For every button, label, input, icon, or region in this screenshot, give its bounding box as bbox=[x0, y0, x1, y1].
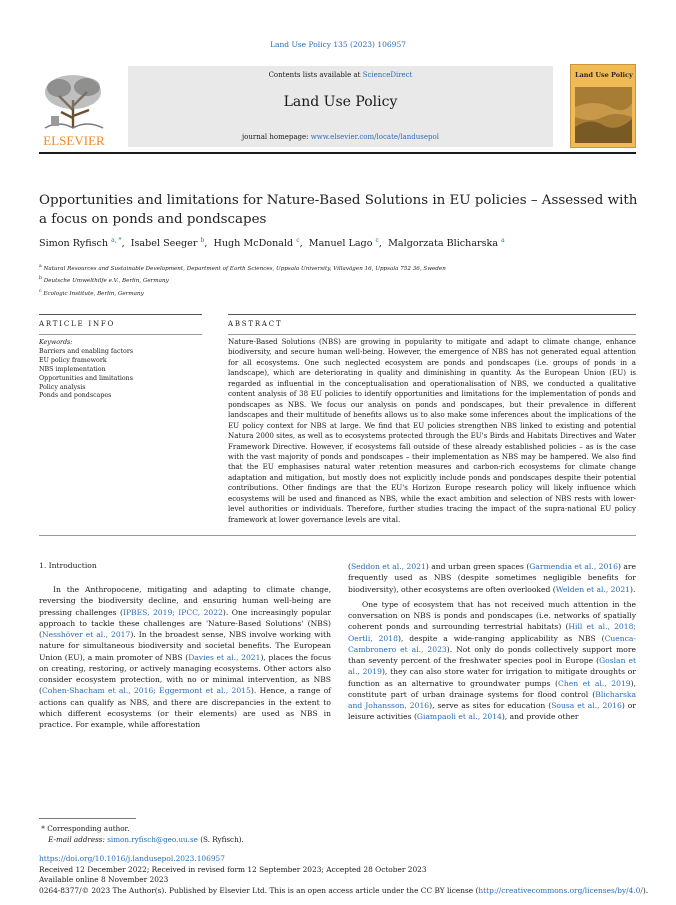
affiliation-text: Natural Resources and Sustainable Development, Department of Earth Sciences, Uppsala University, Villavägen 16, Uppsala 752 36, Sweden bbox=[43, 265, 446, 272]
body-text: ), constitute part of urban drainage systems for flood control ( bbox=[348, 678, 637, 699]
article-title: Opportunities and limitations for Nature-Based Solutions in EU policies – Assessed with a focus on ponds and pondscapes bbox=[39, 193, 638, 227]
author-list: Simon Ryfisch $^{a, *}$, Isabel Seeger $^b$, Hugh McDonald $^c$, Manuel Lago $^c$, Malgorzata Blicharska $^a$ bbox=[39, 237, 505, 250]
body-column-right bbox=[348, 561, 636, 723]
affiliation-marker: c bbox=[39, 288, 42, 294]
affiliation-item bbox=[39, 287, 446, 299]
affiliation-text: Ecologic Institute, Berlin, Germany bbox=[43, 290, 144, 297]
license-text: ). bbox=[642, 885, 649, 895]
author-affiliation-marker[interactable]: c bbox=[375, 237, 379, 244]
cover-image bbox=[575, 87, 632, 143]
homepage-link[interactable]: www.elsevier.com/locate/landusepol bbox=[310, 133, 439, 141]
footnote-rule bbox=[39, 818, 136, 819]
body-paragraph bbox=[348, 599, 636, 723]
keyword-item: Policy analysis bbox=[39, 383, 86, 391]
citation-link[interactable]: Blicharska and Johansson, 2016 bbox=[348, 689, 636, 710]
affiliation-item bbox=[39, 262, 446, 274]
citation-link[interactable]: Davies et al., 2021 bbox=[188, 652, 261, 662]
affiliation-item bbox=[39, 274, 446, 286]
keywords-label: Keywords: bbox=[39, 339, 73, 346]
abstract-heading: ABSTRACT bbox=[228, 320, 283, 328]
affiliation-marker: a bbox=[39, 264, 42, 269]
author-name[interactable]: Hugh McDonald bbox=[213, 238, 294, 250]
body-paragraph: (Seddon et al., 2021) and urban green spaces (Garmendia et al., 2016) are frequently used as NBS (despite sometimes negligible benefits for biodiversity), other ecosystems are often overlooked (Welden et al., 2021). bbox=[348, 562, 637, 594]
footnote-marker: * bbox=[41, 824, 45, 833]
author-name[interactable]: Malgorzata Blicharska bbox=[388, 238, 499, 250]
body-text: ), places the focus on creating, restoring, or actively managing ecosystems. Other actors also consider ecosystem protection, with no or minimal intervention, as NBS ( bbox=[39, 652, 331, 696]
abstract-bottom-rule bbox=[39, 535, 636, 536]
citation-link[interactable]: Seddon et al., 2021 bbox=[350, 562, 426, 571]
journal-cover[interactable] bbox=[570, 64, 636, 148]
author-affiliation-marker[interactable]: a bbox=[501, 237, 505, 244]
cover-title: Land Use Policy bbox=[575, 71, 633, 79]
article-info-rule bbox=[39, 314, 202, 315]
keyword-item: Opportunities and limitations bbox=[39, 374, 133, 382]
citation-link[interactable]: Sousa et al., 2016 bbox=[551, 701, 622, 710]
contents-prefix: Contents lists available at bbox=[268, 71, 363, 79]
author-affiliation-marker[interactable]: b bbox=[200, 237, 205, 244]
publisher-name: ELSEVIER bbox=[43, 133, 105, 148]
citation-link[interactable]: Cohen-Shacham et al., 2016; Eggermont et al., 2015 bbox=[41, 686, 251, 696]
citation-link[interactable]: Welden et al., 2021 bbox=[555, 584, 630, 594]
abstract-body: Nature-Based Solutions (NBS) are growing in popularity to mitigate and adapt to climate change, enhance biodiversity, and secure human well-being. However, the emergence of NBS has not generated equal attention for all ecosystems. One such neglected ecosystem are ponds and pondscapes (i.e. groups of ponds in a landscape), which are deteriorating in quality and diminishing in quantity. As the European Union (EU) is regarded as influential in the conceptualisation and operationalisation of NBS, we conducted a qualitative content analysis of 38 EU policies to identify opportunities and limitations for the implementation of ponds and pondscapes as NBS. We focus our analysis on ponds and pondscapes, but their prevalence in different landscapes and their multitude of benefits allows us to also make some inferences about the implications of the EU policy context for NBS at large. We find that EU policies strengthen NBS linked to existing and potential Natura 2000 sites, as well as to ecosystems protected through the EU's Birds and Habitats Directives and Water Framework Directive. However, if ecosystems fall outside of these already established policies – as is the case with the vast majority of ponds and pondscapes – their implementation as NBS may be hampered. We also find that the EU emphasises natural water retention measures and carbon-rich ecosystems for climate change adaptation and mitigation, but mostly does not explicitly include ponds and pondscapes despite their potential contributions. Other findings are that the EU's Horizon Europe research policy will likely influence which ecosystems will be used and financed as NBS, while the exact ambition and selection of NBS rests with lower-level authorities or individuals. Therefore, further studies tracing the impact of the supra-national EU policy framework at lower governance levels are vital. bbox=[228, 337, 636, 524]
license-line bbox=[39, 886, 649, 897]
body-text: ). In the broadest sense, NBS involve working with nature for simultaneous biodiversity and societal benefits. The European Union (EU), a main promoter of NBS ( bbox=[39, 630, 331, 662]
journal-reference[interactable]: Land Use Policy 135 (2023) 106957 bbox=[270, 40, 406, 49]
author-name[interactable]: Simon Ryfisch bbox=[39, 238, 109, 250]
body-text: ) or leisure activities ( bbox=[348, 701, 636, 722]
abstract-rule-lower bbox=[228, 334, 636, 335]
citation-link[interactable]: Cuenca-Cambronero et al., 2023 bbox=[348, 633, 636, 654]
article-info-rule-lower bbox=[39, 334, 202, 335]
citation-link[interactable]: Hill et al., 2018; Oertli, 2018 bbox=[348, 622, 636, 643]
article-info-heading: ARTICLE INFO bbox=[39, 320, 116, 328]
body-text: ), serve as sites for education ( bbox=[429, 701, 552, 710]
body-text: ). Not only do ponds collectively support more than seventy percent of the freshwater species pool in Europe ( bbox=[348, 644, 636, 665]
affiliation-marker: b bbox=[39, 276, 42, 282]
email-line bbox=[39, 834, 244, 845]
footnote bbox=[39, 823, 244, 845]
keyword-item: EU policy framework bbox=[39, 356, 107, 364]
citation-link[interactable]: Nesshöver et al., 2017 bbox=[41, 630, 131, 639]
citation-link[interactable]: IPBES, 2019; IPCC, 2022 bbox=[122, 607, 223, 617]
available-date: Available online 8 November 2023 bbox=[39, 875, 169, 884]
citation-link[interactable]: Chen et al., 2019 bbox=[558, 678, 631, 688]
license-text: 0264-8377/© 2023 The Author(s). Published by Elsevier Ltd. This is an open access article under the CC BY license ( bbox=[39, 885, 479, 895]
footnote-label: Corresponding author. bbox=[47, 824, 130, 833]
body-paragraph bbox=[39, 584, 331, 730]
body-text: In the Anthropocene, mitigating and adapting to climate change, reversing the biodiversity decline, and ensuring human well-being are pressing challenges ( bbox=[39, 585, 331, 617]
body-text: ) and urban green spaces ( bbox=[425, 562, 530, 571]
body-text: One type of ecosystem that has not received much attention in the conversation on NBS is ponds and pondscapes (i.e. networks of spatially coherent ponds and surrounding terrestrial habitats) ( bbox=[348, 599, 636, 632]
author-affiliation-marker[interactable]: c bbox=[296, 237, 300, 244]
body-text: ). One increasingly popular approach to tackle these challenges are 'Nature-Based Solutions' (NBS) ( bbox=[39, 607, 331, 639]
sciencedirect-link[interactable]: ScienceDirect bbox=[362, 71, 413, 79]
received-dates: Received 12 December 2022; Received in revised form 12 September 2023; Accepted 28 October 2023 bbox=[39, 864, 427, 874]
body-text: ). Hence, a range of actions can qualify as NBS, and there are discrepancies in the extent to which different ecosystems (or their elements) are used as NBS in practice. For example, while afforestation bbox=[39, 686, 331, 729]
header-rule bbox=[39, 152, 636, 154]
author-name[interactable]: Isabel Seeger bbox=[130, 238, 198, 250]
email-suffix: (S. Ryfisch). bbox=[197, 835, 244, 844]
contents-line bbox=[128, 71, 553, 79]
keyword-item: Ponds and pondscapes bbox=[39, 392, 112, 400]
affiliation-text: Deutsche Umwelthilfe e.V., Berlin, Germany bbox=[43, 278, 169, 285]
section-heading: 1. Introduction bbox=[39, 561, 97, 570]
elsevier-logo bbox=[39, 70, 109, 148]
affiliation-list bbox=[39, 262, 446, 299]
keyword-item: Barriers and enabling factors bbox=[39, 347, 134, 355]
keywords-list bbox=[39, 339, 209, 401]
citation-link[interactable]: Garmendia et al., 2016 bbox=[529, 562, 618, 571]
body-column-left bbox=[39, 584, 331, 730]
body-text: ) are frequently used as NBS (despite sometimes negligible benefits for biodiversity), other ecosystems are often overlooked ( bbox=[348, 562, 637, 594]
keyword-item: NBS implementation bbox=[39, 365, 106, 373]
email-link[interactable]: simon.ryfisch@geo.uu.se bbox=[107, 835, 198, 844]
homepage-line bbox=[128, 133, 553, 141]
publication-info bbox=[39, 854, 649, 896]
body-text: ), they can also store water for irrigation to mitigate droughts or function as an alternative to groundwater pumps ( bbox=[348, 667, 636, 688]
email-label: E-mail address: bbox=[48, 835, 108, 844]
license-link[interactable]: http://creativecommons.org/licenses/by/4.0/ bbox=[478, 885, 643, 895]
homepage-prefix: journal homepage: bbox=[242, 133, 311, 141]
corresponding-author-note bbox=[39, 823, 244, 834]
journal-title: Land Use Policy bbox=[283, 94, 398, 110]
doi-link[interactable]: https://doi.org/10.1016/j.landusepol.2023.106957 bbox=[39, 854, 225, 863]
body-text: ). bbox=[629, 584, 636, 594]
author-name[interactable]: Manuel Lago bbox=[308, 238, 373, 250]
body-text: ), despite a wide-ranging applicability as NBS ( bbox=[397, 633, 605, 643]
abstract-rule bbox=[228, 314, 636, 315]
body-text: ), and provide other bbox=[501, 712, 579, 722]
author-affiliation-marker[interactable]: a, * bbox=[111, 237, 122, 244]
citation-link[interactable]: Goslan et al., 2019 bbox=[348, 656, 637, 677]
citation-link[interactable]: Giampaoli et al., 2014 bbox=[416, 712, 502, 722]
